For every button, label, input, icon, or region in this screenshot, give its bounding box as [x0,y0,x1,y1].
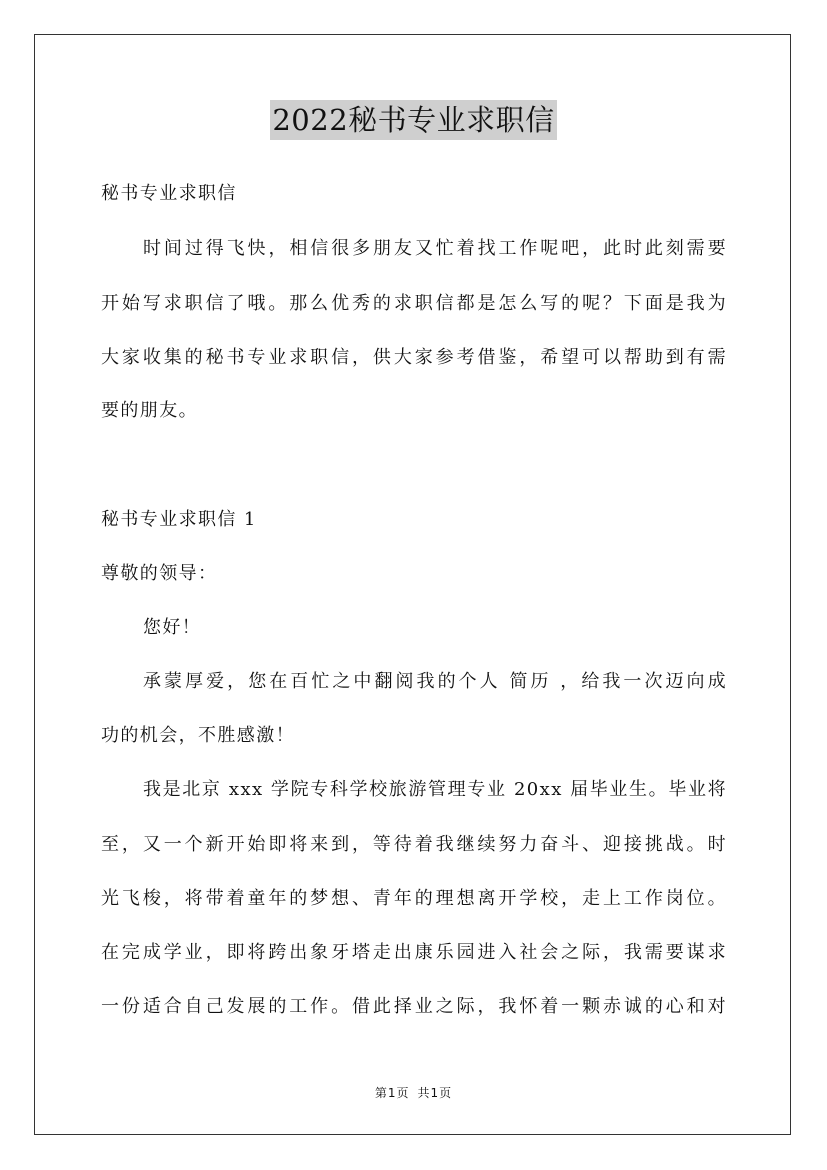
para2-line-2: 至，又一个新开始即将来到，等待着我继续努力奋斗、迎接挑战。时 [101,834,727,855]
intro-line-4: 要的朋友。 [101,400,198,421]
salutation: 尊敬的领导： [101,563,218,584]
document-title: 2022秘书专业求职信 [270,100,556,140]
para2-line-1: 我是北京 xxx 学院专科学校旅游管理专业 20xx 届毕业生。毕业将 [143,779,727,800]
intro-line-2: 开始写求职信了哦。那么优秀的求职信都是怎么写的呢？下面是我为 [101,293,727,314]
page-footer [0,1084,827,1101]
page-number-current: 第1页 [374,1086,410,1100]
greeting: 您好！ [143,617,202,638]
page-number-total: 共1页 [417,1086,453,1100]
title-container [0,100,827,140]
para2-line-4: 在完成学业，即将跨出象牙塔走出康乐园进入社会之际，我需要谋求 [101,942,727,963]
para1-line-1: 承蒙厚爱，您在百忙之中翻阅我的个人 简历 ，给我一次迈向成 [143,671,727,692]
intro-line-1: 时间过得飞快，相信很多朋友又忙着找工作呢吧，此时此刻需要 [143,238,727,259]
document-subtitle: 秘书专业求职信 [101,183,237,204]
para2-line-3: 光飞梭，将带着童年的梦想、青年的理想离开学校，走上工作岗位。 [101,888,727,909]
intro-line-3: 大家收集的秘书专业求职信，供大家参考借鉴，希望可以帮助到有需 [101,347,727,368]
section-heading: 秘书专业求职信 1 [101,509,257,530]
para2-line-5: 一份适合自己发展的工作。借此择业之际，我怀着一颗赤诚的心和对 [101,996,727,1017]
para1-line-2: 功的机会，不胜感激！ [101,725,295,746]
